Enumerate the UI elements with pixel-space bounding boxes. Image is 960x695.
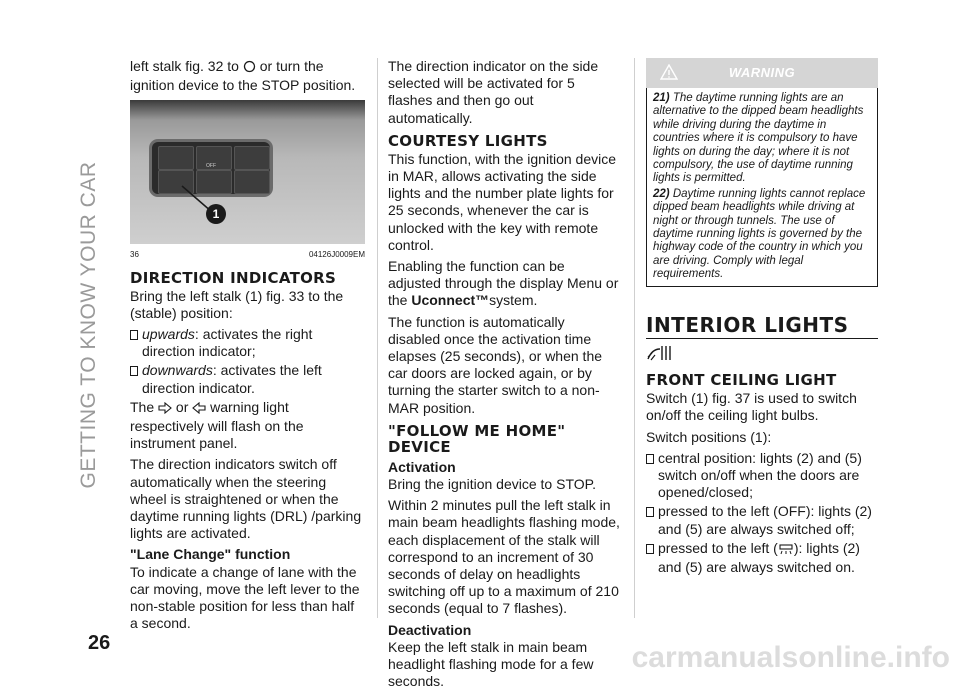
warning-item: 22) Daytime running lights cannot replace dipped beam headlights while driving at night or through tunnels. The use of daytime running lights is governed by the highway code of the country in which you are driving. Comply with legal requirements.	[653, 187, 866, 281]
interior-light-icon	[646, 343, 878, 366]
heading-direction-indicators: DIRECTION INDICATORS	[130, 268, 337, 287]
ceiling-light-icon	[778, 542, 794, 559]
column-divider	[634, 58, 635, 618]
paragraph: Bring the left stalk (1) fig. 33 to the (stable) position:	[130, 287, 344, 321]
list-item: pressed to the left (OFF): lights (2) and (5) are always switched off;	[646, 503, 878, 537]
heading-activation: Activation	[388, 458, 456, 475]
paragraph: The direction indicator on the side selected will be activated for 5 flashes and then go out automatically.	[388, 58, 599, 126]
heading-interior-lights: INTERIOR LIGHTS	[646, 317, 878, 339]
warning-item: 21) The daytime running lights are an alternative to the dipped beam headlights while driving during the daytime in countries where it is compulsory to have lights on during the day; where it is not compulsory, the use of daytime running lights is permitted.	[653, 92, 864, 185]
list-item: central position: lights (2) and (5) switch on/off when the doors are opened/closed;	[646, 450, 878, 502]
paragraph: The or warning light respectively will flash on the instrument panel.	[130, 398, 304, 452]
heading-follow-me-home: "FOLLOW ME HOME" DEVICE	[388, 421, 566, 456]
heading-deactivation: Deactivation	[388, 621, 472, 638]
column-3	[646, 58, 878, 578]
list-item: pressed to the left ( ): lights (2) and (5) are always switched on.	[646, 540, 878, 576]
heading-front-ceiling-light: FRONT CEILING LIGHT	[646, 371, 837, 390]
paragraph: The direction indicators switch off automatically when the steering wheel is straightened or when the daytime running lights (DRL) /parking lights are activated.	[130, 456, 362, 542]
paragraph: Bring the ignition device to STOP.	[388, 476, 597, 493]
callout-leader-line	[130, 100, 365, 244]
right-arrow-icon	[158, 401, 172, 418]
paragraph: Within 2 minutes pull the left stalk in main beam headlights flashing mode, each displacement of the stalk will correspond to an increment of 30 seconds of delay on headlights switching off up to a maximum of 210 seconds (equal to 7 flashes).	[388, 497, 620, 617]
warning-body	[646, 88, 878, 287]
brand-name: Uconnect™	[411, 292, 490, 309]
paragraph: Enabling the function can be adjusted through the display Menu or the Uconnect™system.	[388, 258, 619, 309]
column-1	[130, 58, 365, 636]
page-number: 26	[88, 632, 111, 654]
side-title-text: GETTING TO KNOW YOUR CAR	[77, 161, 100, 489]
heading-lane-change: "Lane Change" function	[130, 546, 291, 563]
warning-triangle-icon	[660, 64, 678, 84]
paragraph: The function is automatically disabled once the activation time elapses (25 seconds), or when the car doors are locked again, or by turning the starter switch to a non-MAR position.	[388, 313, 603, 416]
warning-header: WARNING	[646, 58, 878, 88]
heading-courtesy-lights: COURTESY LIGHTS	[388, 131, 548, 150]
drl-off-button: OFF	[196, 146, 232, 170]
intro-paragraph: left stalk fig. 32 to or turn the ignition device to the STOP position.	[130, 58, 356, 94]
watermark: carmanualsonline.info	[631, 641, 950, 674]
left-arrow-icon	[192, 401, 206, 418]
paragraph: Switch (1) fig. 37 is used to switch on/off the ceiling light bulbs.	[646, 390, 857, 424]
stop-circle-icon	[243, 60, 256, 77]
list-item: upwards: activates the right direction indicator;	[130, 326, 365, 360]
column-divider	[377, 58, 378, 618]
paragraph: This function, with the ignition device in MAR, allows activating the side lights and the number plate lights for 25 seconds, whenever the car is unlocked with the key with remote control.	[388, 150, 617, 253]
paragraph: To indicate a change of lane with the car moving, move the left lever to the non-stable position for less than half a second.	[130, 563, 360, 632]
side-section-title	[77, 45, 100, 605]
figure-light-switch-panel	[130, 100, 365, 244]
paragraph: Keep the left stalk in main beam headlight flashing mode for a few seconds.	[388, 638, 594, 690]
paragraph: Switch positions (1):	[646, 428, 772, 445]
list-item: downwards: activates the left direction indicator.	[130, 362, 365, 396]
figure-caption: 36 04126J0009EM	[130, 250, 365, 260]
callout-badge: 1	[206, 204, 226, 224]
column-2	[388, 58, 620, 695]
